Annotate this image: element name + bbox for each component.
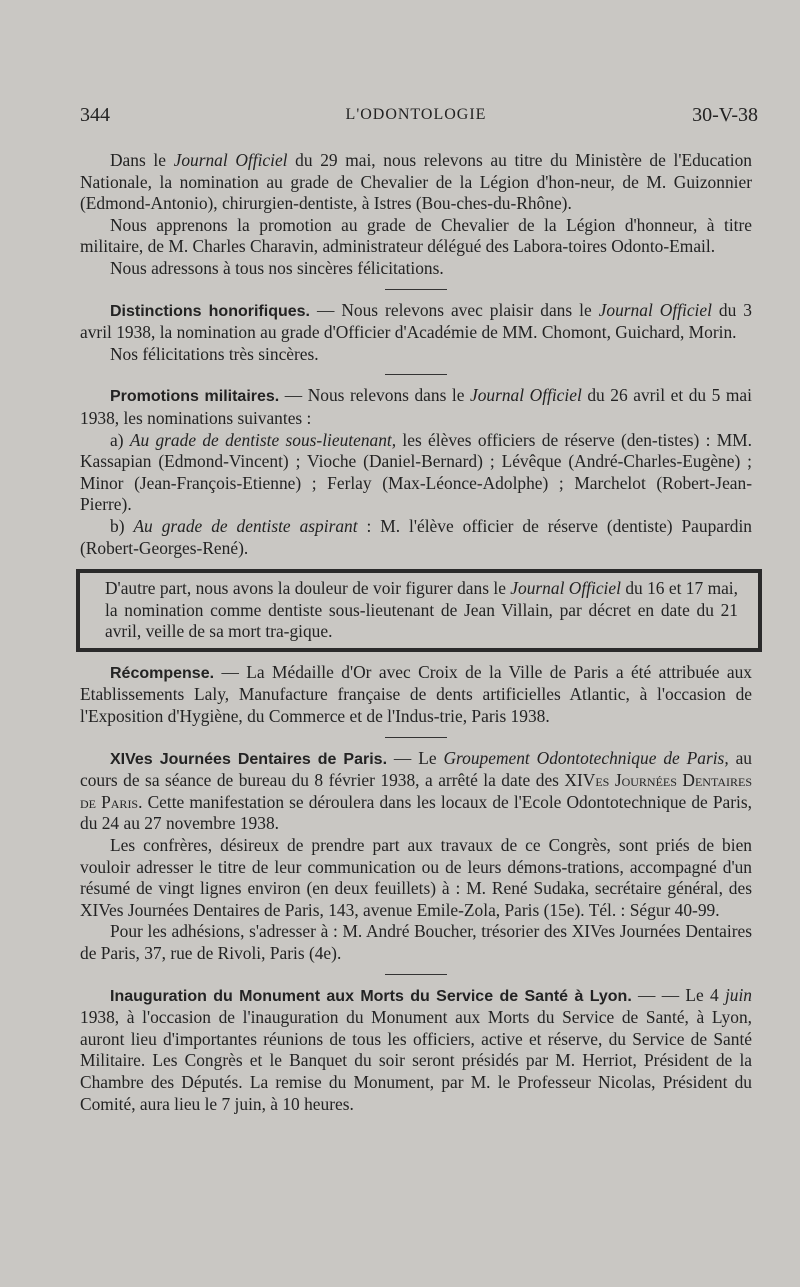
section-divider	[385, 374, 447, 375]
section-inauguration: Inauguration du Monument aux Morts du Service de Santé à Lyon. — — Le 4 juin 1938, à l'occasion de l'inauguration du Monument aux Morts du Service de Santé, à Lyon, auront lieu d'importantes réunions de tous les officiers, active et réserve, du Service de Santé Militaire. Les Congrès et le Banquet du soir seront présidés par M. Herriot, Président de la Chambre des Députés. La remise du Monument, par M. le Professeur Nicolas, Président du Comité, aura lieu le 7 juin, à 10 heures.	[80, 984, 752, 1114]
paragraph-journees-confreres: Les confrères, désireux de prendre part aux travaux de ce Congrès, sont priés de bien vouloir adresser le titre de leur communication ou de leurs démons-trations, accompagné d'un résumé de vingt lignes environ (en deux feuillets) à : M. René Sudaka, secrétaire général, des XIVes Journées Dentaires de Paris, 143, avenue Emile-Zola, Paris (15e). Tél. : Ségur 40-99.	[80, 835, 752, 920]
article-body	[80, 150, 752, 1115]
section-divider	[385, 737, 447, 738]
promotions-item-a: a) Au grade de dentiste sous-lieutenant, les élèves officiers de réserve (den-tistes) : MM. Kassapian (Edmond-Vincent) ; Vioche (Daniel-Bernard) ; Lévêque (André-Charles-Eugène) ; Minor (Jean-François-Etienne) ; Ferlay (Max-Léonce-Adolphe) ; Marchelot (Robert-Jean-Pierre).	[80, 429, 752, 515]
page-number: 344	[80, 104, 110, 126]
section-heading: Promotions militaires.	[110, 388, 280, 406]
journal-title: L'ODONTOLOGIE	[345, 106, 487, 123]
section-journees-dentaires: XIVes Journées Dentaires de Paris. — Le Groupement Odontotechnique de Paris, au cours de sa séance de bureau du 8 février 1938, a arrêté la date des XIVes Journées Dentaires de Paris. Cette manifestation se déroulera dans les locaux de l'Ecole Odontotechnique de Paris, du 24 au 27 novembre 1938.	[80, 747, 753, 834]
section-recompense: Récompense. — La Médaille d'Or avec Croix de la Ville de Paris a été attribuée aux Etablissements Laly, Manufacture française de dents artificielles Atlantic, à l'occasion de l'Exposition d'Hygiène, du Commerce et de l'Indus-trie, Paris 1938.	[80, 661, 752, 727]
section-divider	[385, 974, 447, 975]
paragraph-journees-adhesions: Pour les adhésions, s'adresser à : M. André Boucher, trésorier des XIVes Journées Dentaires de Paris, 37, rue de Rivoli, Paris (4e).	[80, 921, 752, 963]
section-heading: XIVes Journées Dentaires de Paris.	[110, 750, 388, 768]
issue-date: 30-V-38	[692, 104, 758, 126]
section-heading: Inauguration du Monument aux Morts du Service de Santé à Lyon.	[110, 987, 632, 1005]
paragraph-legion-honneur-1: Dans le Journal Officiel du 29 mai, nous relevons au titre du Ministère de l'Education Nationale, la nomination au grade de Chevalier de la Légion d'hon-neur, de M. Guizonnier (Edmond-Antonio), chirurgien-dentiste, à Istres (Bou-ches-du-Rhône).	[80, 150, 752, 214]
promotions-item-b: b) Au grade de dentiste aspirant : M. l'élève officier de réserve (dentiste) Paupardin (Robert-Georges-René).	[80, 515, 752, 558]
boxed-notice	[76, 569, 762, 652]
section-divider	[385, 289, 447, 290]
boxed-notice-text: D'autre part, nous avons la douleur de voir figurer dans le Journal Officiel du 16 et 17 mai, la nomination comme dentiste sous-lieutenant de Jean Villain, par décret en date du 21 avril, veille de sa mort tra-gique.	[105, 578, 738, 642]
section-promotions: Promotions militaires. — Nous relevons dans le Journal Officiel du 26 avril et du 5 mai 1938, les nominations suivantes :	[80, 385, 752, 428]
section-heading: Distinctions honorifiques.	[110, 302, 310, 320]
paragraph-felicitations: Nous adressons à tous nos sincères félicitations.	[110, 257, 444, 278]
paragraph-legion-honneur-2: Nous apprenons la promotion au grade de Chevalier de la Légion d'honneur, à titre militaire, de M. Charles Charavin, administrateur délégué des Labora-toires Odonto-Email.	[80, 214, 752, 257]
running-header	[80, 104, 758, 134]
section-distinctions: Distinctions honorifiques. — Nous relevons avec plaisir dans le Journal Officiel du 3 avril 1938, la nomination au grade d'Officier d'Académie de MM. Chomont, Guichard, Morin.	[80, 299, 752, 343]
section-heading: Récompense.	[110, 664, 215, 682]
paragraph-distinctions-felicitations: Nos félicitations très sincères.	[110, 343, 319, 364]
